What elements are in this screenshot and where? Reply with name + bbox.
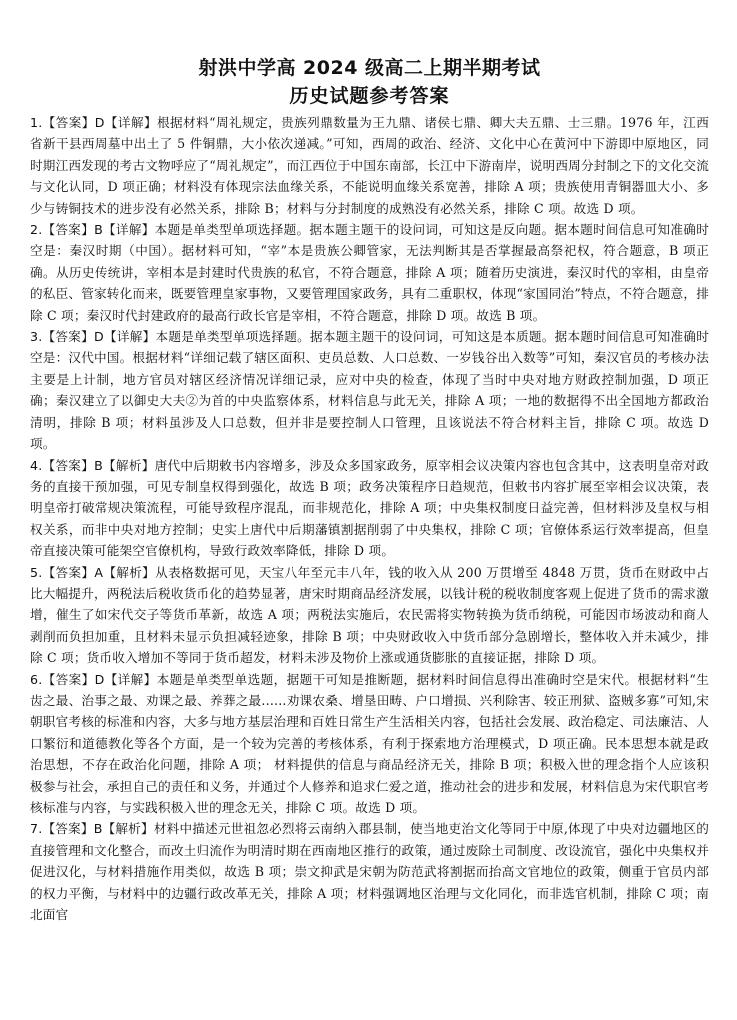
answer-text: 材料中描述元世祖忽必烈将云南纳入郡县制，使当地吏治文化等同于中原,体现了中央对边疆地区的直接管理和文化整合，而改土归流作为明清时期在西南地区推行的政策，通过废除土司制度、改设流官，强化中央集权并促进汉化，与材料措施作用类似，故选 B 项；崇文抑武是宋朝为防范武将割据而抬高文官地位的政策，侧重于官员内部的权力平衡，与材料中的边疆行政改革无关，排除 A 项；材料强调地区治理与文化同化，而非选官机制，排除 C 项；南北面官 [30,821,709,923]
answer-tag: 【答案】B【详解】 [42,222,155,238]
answer-number: 6. [30,671,43,687]
answer-text: 本题是单类型单项选择题。据本题主题干的设问词，可知这是反向题。据本题时间信息可知准确时空是：秦汉时期（中国）。据材料可知，“宰”本是贵族公卿管家，无法判断其是否掌握最高祭祀权，符合题意，B 项正确。从历史传统讲，宰相本是封建时代贵族的私官，不符合题意，排除 A 项；随着历史演进，秦汉时代的宰相，由皇帝的私臣、管家转化而来，既要管理皇家事物，又要管理国家政务，具有二重职权，体现“家国同治”特点，不符合题意，排除 C 项；秦汉时代封建政府的最高行政长官是宰相，不符合题意，排除 D 项。故选 B 项。 [30,222,709,323]
answer-list [30,112,709,925]
answer-tag: 【答案】B【解析】 [42,821,154,837]
answer-text: 从表格数据可见，天宝八年至元丰八年，钱的收入从 200 万贯增至 4848 万贯，货币在财政中占比大幅提升，两税法后税收货币化的趋势显著，唐宋时期商品经济发展，以钱计税的税收制度客观上促进了货币的需求激增，催生了如宋代交子等货币革新，故选 A 项；两税法实施后，农民需将实物转换为货币纳税，可能因市场波动和商人剥削而负担加重，且材料未显示负担减轻迹象，排除 B 项；中央财政收入中货币部分急剧增长，整体收入并未减少，排除 C 项；货币收入增加不等同于货币超发，材料未涉及物价上涨或通货膨胀的直接证据，排除 D 项。 [30,564,709,666]
answer-tag: 【答案】D【详解】 [42,115,158,130]
answer-tag: 【答案】D【详解】 [42,671,157,687]
answer-number: 4. [30,457,43,473]
answer-item [30,562,709,669]
page-title: 射洪中学高 2024 级高二上期半期考试 [198,57,541,79]
answer-number: 2. [30,222,43,238]
answer-item [30,219,709,326]
answer-tag: 【答案】D【详解】 [42,329,156,345]
answer-item [30,112,709,219]
answer-number: 1. [30,115,43,130]
page-subtitle: 历史试题参考答案 [289,85,450,107]
answer-item [30,455,709,562]
answer-item [30,818,709,925]
answer-text: 本题是单类型单项选择题。据本题主题干的设问词，可知这是本质题。据本题时间信息可知准确时空是：汉代中国。根据材料“详细记载了辖区面积、吏员总数、人口总数、一岁钱谷出入数等”可知，秦汉官员的考核办法主要是上计制，地方官员对辖区经济情况详细记录，应对中央的检查，体现了当时中央对地方财政控制加强，D 项正确；秦汉建立了以御史大夫②为首的中央监察体系，材料信息与此无关，排除 A 项；一地的数据得不出全国地方都政治清明，排除 B 项；材料虽涉及人口总数，但并非是要控制人口管理，且该说法不符合材料主旨，排除 C 项。故选 D 项。 [30,329,709,452]
answer-item [30,669,709,819]
answer-text: 唐代中后期敕书内容增多，涉及众多国家政务，原宰相会议决策内容也包含其中，这表明皇帝对政务的直接干预加强，可见专制皇权得到强化，故选 B 项；政务决策程序日趋规范，但敕书内容扩展至宰相会议决策，表明皇帝打破常规决策流程，可能导致程序混乱，而非规范化，排除 A 项；中央集权制度日益完善，但材料涉及皇权与相权关系，而非中央对地方控制；史实上唐代中后期藩镇割据削弱了中央集权，排除 C 项；官僚体系运行效率提高，但皇帝直接决策可能架空官僚机构，导致行政效率降低，排除 D 项。 [30,457,709,559]
answer-number: 3. [30,329,43,345]
answer-text: 本题是单类型单选题，据题干可知是推断题，据材料时间信息得出准确时空是宋代。根据材料“生齿之最、治事之最、劝课之最、养葬之最......劝课农桑、增垦田畴、户口增损、兴利除害、较正刑狱、盗贼多寡”可知,宋朝职官考核的标准和内容，大多与地方基层治理和百姓日常生产生活相关内容，包括社会发展、政治稳定、司法廉洁、人口繁衍和道德教化等各个方面，是一个较为完善的考核体系，有利于探索地方治理模式，D 项正确。民本思想本就是政治思想，不存在政治化问题，排除 A 项； 材料提供的信息与商品经济无关，排除 B 项；积极入世的理念指个人应该积极参与社会，承担自己的责任和义务，并通过个人修养和追求仁爱之道，推动社会的进步和发展，材料信息为宋代职官考核标准与内容，与实践积极入世的理念无关，排除 C 项。故选 D 项。 [30,671,710,815]
answer-tag: 【答案】B【解析】 [42,457,155,473]
answer-item [30,326,709,454]
answer-text: 根据材料“周礼规定，贵族列鼎数量为王九鼎、诸侯七鼎、卿大夫五鼎、士三鼎。1976 年，江西省新干县西周墓中出土了 5 件铜鼎，大小依次递减。”可知，西周的政治、经济、文化中心在黄河中下游即中原地区，同时期江西发现的考古文物呼应了“周礼规定”，而江西位于中国东南部，长江中下游南岸，说明西周分封制之下的文化交流与文化认同，D 项正确；材料没有体现宗法血缘关系，不能说明血缘关系宽善，排除 A 项；贵族使用青铜器皿大小、多少与铸铜技术的进步没有必然关系，排除 B；材料与分封制度的成熟没有必然关系，排除 C 项。故选 D 项。 [30,115,710,216]
answer-number: 5. [30,564,43,580]
answer-tag: 【答案】A【解析】 [42,564,156,580]
answer-number: 7. [30,821,43,837]
